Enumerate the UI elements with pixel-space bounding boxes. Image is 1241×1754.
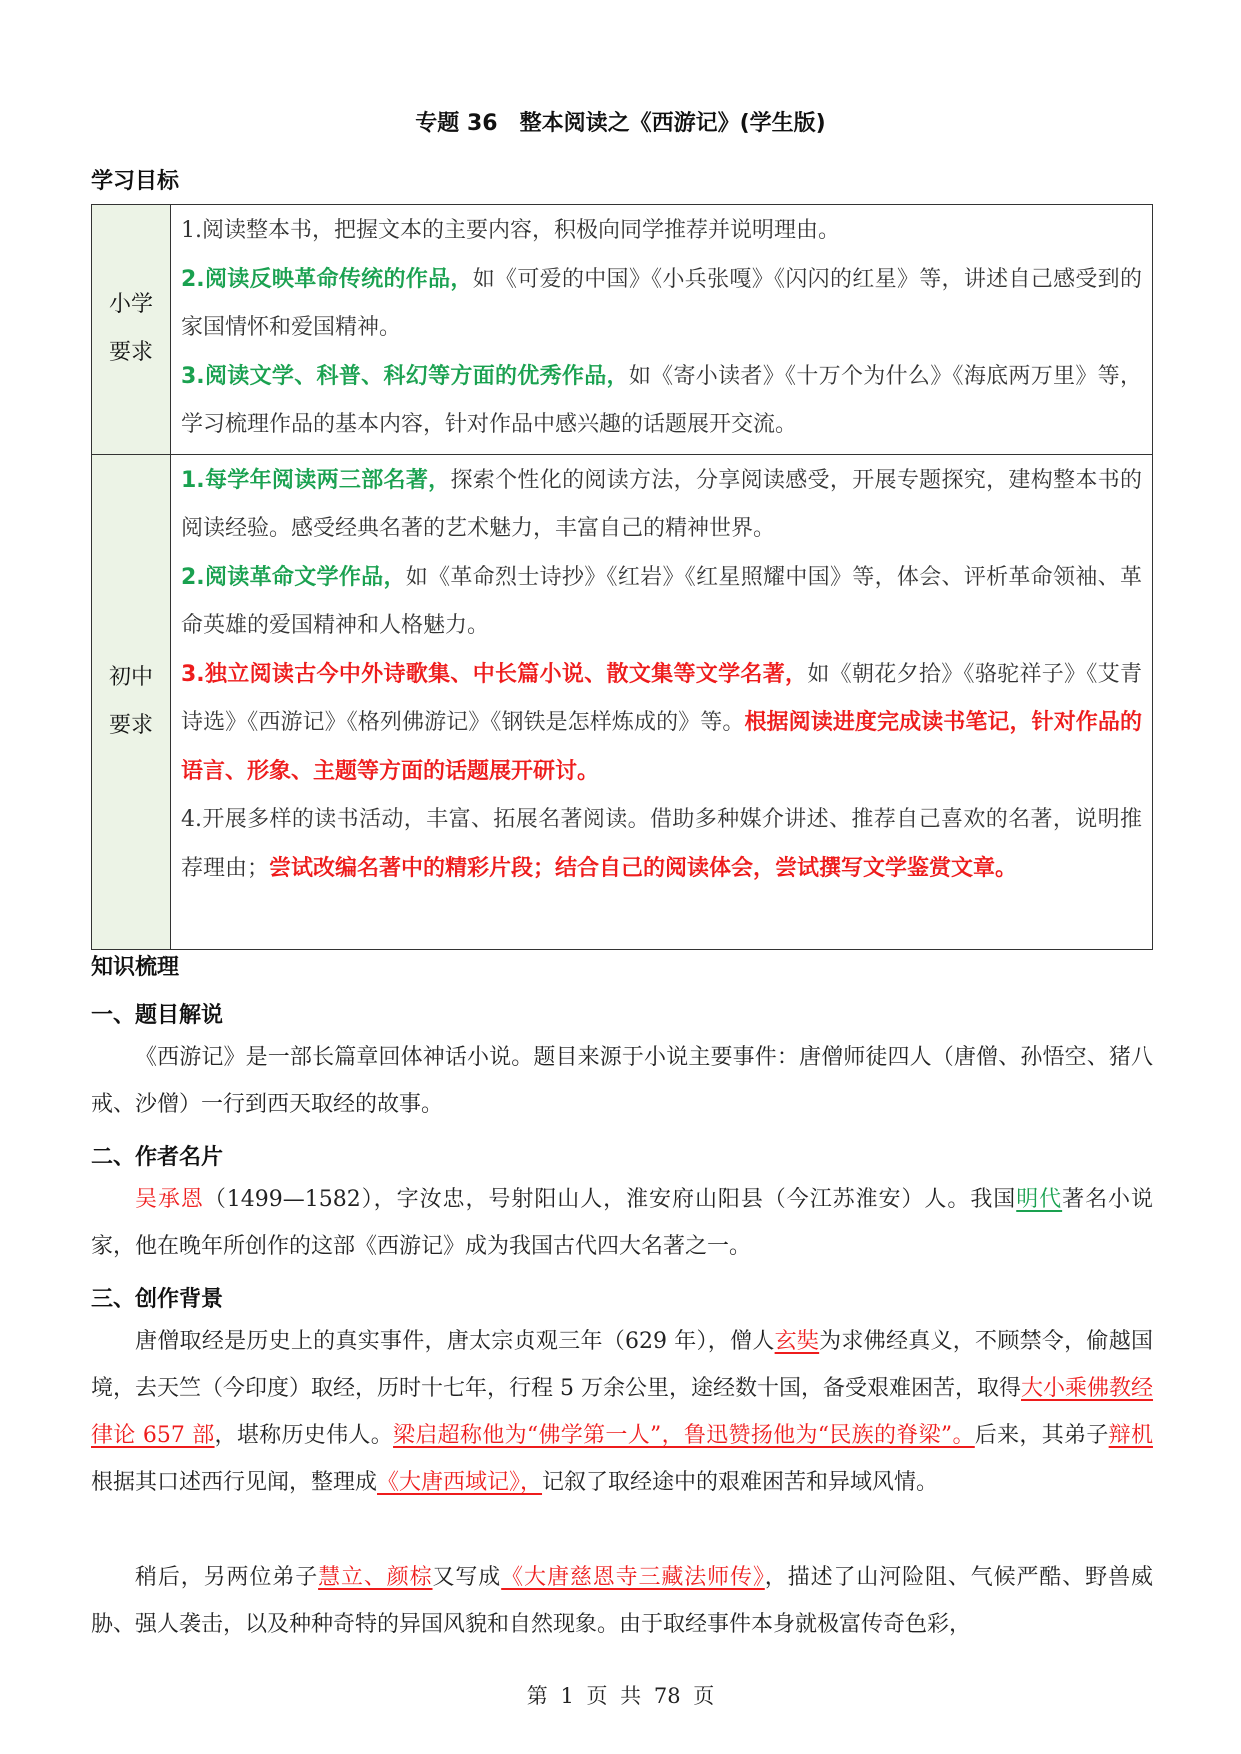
page-footer: 第 1 页 共 78 页 (526, 1684, 715, 1708)
section-1-paragraph: 《西游记》是一部长篇章回体神话小说。题目来源于小说主要事件：唐僧师徒四人（唐僧、孙悟空、猪八戒、沙僧）一行到西天取经的故事。 (91, 1045, 1153, 1117)
junior-item-1 (181, 457, 1142, 554)
book-title-2: 《大唐慈恩寺三藏法师传》 (501, 1565, 765, 1590)
disciples-names: 慧立、颜棕 (318, 1565, 433, 1590)
section-2-heading: 二、作者名片 (91, 1145, 224, 1170)
section-3-heading: 三、创作背景 (91, 1287, 224, 1312)
primary-content-cell (171, 205, 1153, 455)
junior-item-3-emphasis: 3.独立阅读古今中外诗歌集、中长篇小说、散文集等文学名著， (181, 661, 808, 687)
junior-item-3-emphasis-2: 根据阅读进度完成读书笔记，针对作品的语言、形象、主题等方面的话题展开研讨。 (181, 710, 1142, 784)
bg-text-a: 唐僧取经是历史上的真实事件，唐太宗贞观三年（629 年），僧人 (135, 1329, 775, 1354)
section-2-paragraph (91, 1176, 1153, 1270)
primary-item-1: 1.阅读整本书，把握文本的主要内容，积极向同学推荐并说明理由。 (181, 218, 840, 243)
primary-item-3-text: 如《寄小读者》《十万个为什么》《海底两万里》等，学习梳理作品的基本内容，针对作品中感兴趣的话题展开交流。 (181, 363, 1142, 437)
learning-goals-table (91, 204, 1153, 950)
section-1-heading: 一、题目解说 (91, 1003, 224, 1028)
section-3-paragraph-1 (91, 1318, 1153, 1506)
primary-label-cell (92, 205, 171, 455)
author-bio-part-1: （1499—1582），字汝忠，号射阳山人，淮安府山阳县（今江苏淮安）人。我国 (203, 1187, 1017, 1212)
junior-label-cell (92, 454, 171, 949)
sutra-count: 大小乘佛教经律论 657 部 (91, 1376, 1154, 1448)
junior-item-3-text: 如《朝花夕拾》《骆驼祥子》《艾青诗选》《西游记》《格列佛游记》《钢铁是怎样炼成的》等。 (181, 661, 1142, 735)
junior-item-4-emphasis: 尝试改编名著中的精彩片段；结合自己的阅读体会，尝试撰写文学鉴赏文章。 (269, 855, 1018, 881)
junior-label-line1: 初中 (108, 664, 153, 690)
table-row-junior (92, 454, 1153, 949)
bg-text-e: 根据其口述西行见闻，整理成 (91, 1470, 378, 1495)
primary-item-2-text: 如《可爱的中国》《小兵张嘎》《闪闪的红星》等，讲述自己感受到的家国情怀和爱国精神。 (181, 266, 1142, 340)
primary-item-2 (181, 256, 1142, 353)
monk-name: 玄奘 (774, 1329, 820, 1354)
section-3-paragraph-2 (91, 1554, 1153, 1648)
primary-label-line2: 要求 (108, 340, 153, 366)
junior-item-3 (181, 651, 1142, 797)
author-bio-part-2: 著名小说家，他在晚年所创作的这部《西游记》成为我国古代四大名著之一。 (91, 1187, 1153, 1259)
bg2-text-a: 稍后，另两位弟子 (135, 1565, 319, 1590)
junior-label-line2: 要求 (108, 712, 153, 738)
table-row-primary (92, 205, 1153, 455)
junior-item-2 (181, 554, 1142, 651)
bg2-text-c: ，描述了山河险阻、气候严酷、野兽威胁、强人袭击，以及种种奇特的异国风貌和自然现象。由于取经事件本身就极富传奇色彩， (91, 1565, 1153, 1637)
book-title-1: 《大唐西域记》， (377, 1470, 543, 1495)
junior-item-2-text: 如《革命烈士诗抄》《红岩》《红星照耀中国》等，体会、评析革命领袖、革命英雄的爱国精神和人格魅力。 (181, 564, 1142, 638)
page-title: 专题 36 整本阅读之《西游记》(学生版) (415, 111, 826, 136)
famous-quote: 梁启超称他为“佛学第一人”，鲁迅赞扬他为“民族的脊梁”。 (393, 1423, 975, 1448)
junior-item-4 (181, 796, 1142, 893)
disciple-name: 辩机 (1108, 1423, 1153, 1448)
junior-item-2-emphasis: 2.阅读革命文学作品， (181, 564, 406, 590)
primary-item-3-emphasis: 3.阅读文学、科普、科幻等方面的优秀作品， (181, 363, 629, 389)
goals-heading: 学习目标 (91, 169, 180, 194)
author-name: 吴承恩 (135, 1187, 204, 1212)
junior-content-cell (171, 454, 1153, 949)
primary-item-2-emphasis: 2.阅读反映革命传统的作品， (181, 266, 473, 292)
dynasty-name: 明代 (1016, 1187, 1063, 1212)
bg-text-f: 记叙了取经途中的艰难困苦和异域风情。 (542, 1470, 939, 1495)
junior-item-1-text: 探索个性化的阅读方法，分享阅读感受，开展专题探究，建构整本书的阅读经验。感受经典名著的艺术魅力，丰富自己的精神世界。 (181, 467, 1142, 541)
primary-item-3 (181, 353, 1142, 450)
junior-item-1-emphasis: 1.每学年阅读两三部名著， (181, 467, 451, 493)
bg-text-b: 为求佛经真义，不顾禁令，偷越国境，去天竺（今印度）取经，历时十七年，行程 5 万余公里，途经数十国，备受艰难困苦，取得 (91, 1329, 1153, 1401)
knowledge-heading: 知识梳理 (91, 955, 180, 980)
bg-text-c: ，堪称历史伟人。 (214, 1423, 394, 1448)
bg2-text-b: 又写成 (432, 1565, 502, 1590)
primary-label-line1: 小学 (108, 292, 153, 318)
junior-item-4-text: 4.开展多样的读书活动，丰富、拓展名著阅读。借助多种媒介讲述、推荐自己喜欢的名著，说明推荐理由； (181, 807, 1142, 881)
bg-text-d: 后来，其弟子 (974, 1423, 1109, 1448)
